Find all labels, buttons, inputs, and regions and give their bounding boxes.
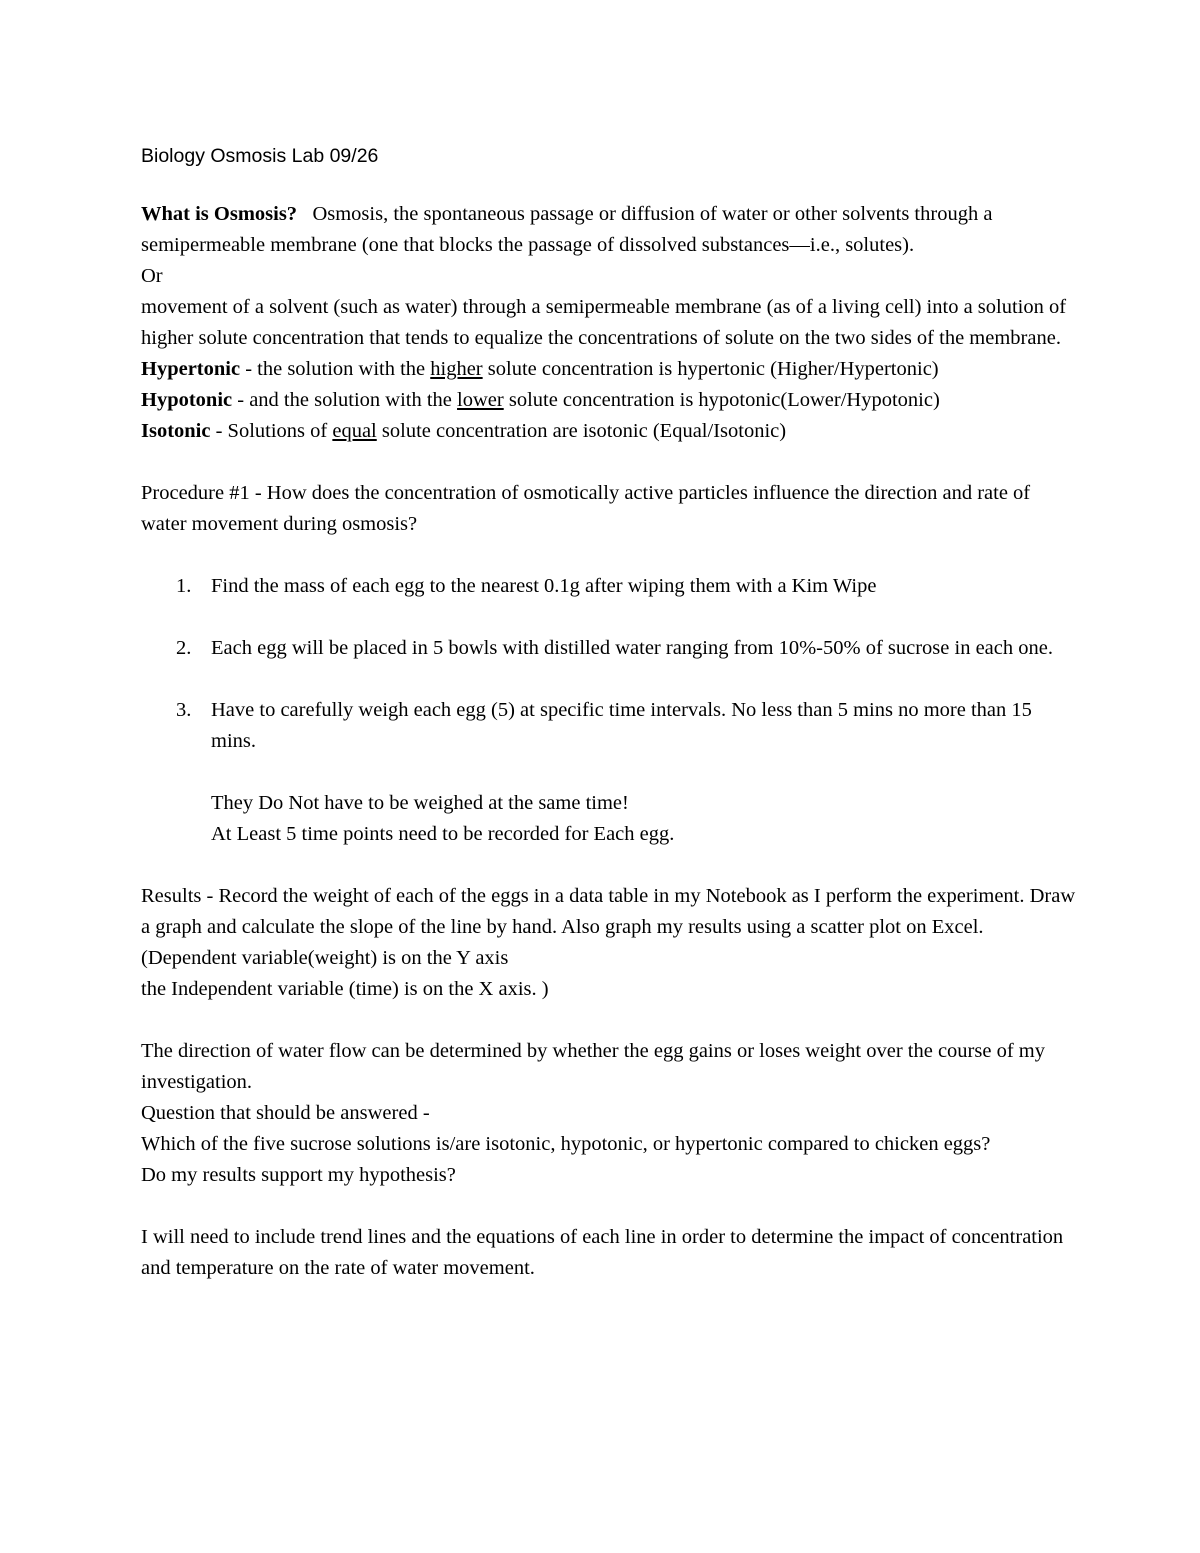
or-text: Or [141,265,163,287]
question-text: Do my results support my hypothesis? [141,1164,456,1186]
osmosis-definition-text: Osmosis, the spontaneous passage or diffusion of water or other solvents through a semipermeable membrane (one that blocks the passage of dissolved substances—i.e., solutes). [141,203,993,256]
document-title: Biology Osmosis Lab 09/26 [141,145,379,167]
water-direction-text: The direction of water flow can be determined by whether the egg gains or loses weight over the course of my investigation. [141,1040,1045,1093]
hypertonic-text-post: solute concentration is hypertonic (Higher/Hypertonic) [482,358,939,380]
hypertonic-keyword: higher [430,358,483,380]
spacer [141,850,1076,881]
results-text: Results - Record the weight of each of the eggs in a data table in my Notebook as I perform the experiment. Draw a graph and calculate the slope of the line by hand. Also graph my results using a scatter plot on Excel. (Dependent variable(weight) is on the Y axis [141,885,1076,969]
hypotonic-term: Hypotonic [141,389,233,411]
step-text: Find the mass of each egg to the nearest 0.1g after wiping them with a Kim Wipe [211,575,877,597]
osmosis-definition [141,199,1076,261]
hypotonic-text-post: solute concentration is hypotonic(Lower/Hypotonic) [503,389,940,411]
procedure-step [141,695,1076,757]
closing-text: I will need to include trend lines and the equations of each line in order to determine the impact of concentration and temperature on the rate of water movement. [141,1226,1064,1279]
isotonic-term: Isotonic [141,420,211,442]
osmosis-definition-alt: movement of a solvent (such as water) through a semipermeable membrane (as of a living cell) into a solution of higher solute concentration that tends to equalize the concentrations of solute on the two sides of the membrane. [141,296,1067,349]
isotonic-definition [141,416,1076,447]
question-text: Which of the five sucrose solutions is/are isotonic, hypotonic, or hypertonic compared to chicken eggs? [141,1133,991,1155]
question-intro: Question that should be answered - [141,1102,430,1124]
step-text: Have to carefully weigh each egg (5) at specific time intervals. No less than 5 mins no more than 15 mins. [211,699,1032,752]
spacer [141,540,1076,571]
spacer [141,447,1076,478]
spacer [141,1005,1076,1036]
procedure-steps [141,571,1076,757]
procedure-note: At Least 5 time points need to be recorded for Each egg. [211,823,675,845]
procedure-step [141,633,1076,664]
hypotonic-keyword: lower [457,389,504,411]
step-number: 1. [176,575,192,597]
hypertonic-definition [141,354,1076,385]
hypotonic-definition [141,385,1076,416]
procedure-step [141,571,1076,602]
spacer [141,602,1076,633]
hypotonic-text-pre: - and the solution with the [232,389,458,411]
results-text-axis: the Independent variable (time) is on the X axis. ) [141,978,549,1000]
step-number: 2. [176,637,192,659]
isotonic-keyword: equal [332,420,377,442]
document-page [141,135,1076,1284]
osmosis-question-label: What is Osmosis? [141,203,298,225]
spacer [141,664,1076,695]
isotonic-text-post: solute concentration are isotonic (Equal/Isotonic) [376,420,787,442]
spacer [141,757,1076,788]
procedure-note: They Do Not have to be weighed at the same time! [211,792,629,814]
spacer [141,1191,1076,1222]
isotonic-text-pre: - Solutions of [210,420,333,442]
step-number: 3. [176,699,192,721]
step-text: Each egg will be placed in 5 bowls with distilled water ranging from 10%-50% of sucrose in each one. [211,637,1053,659]
spacer [141,177,1076,199]
hypertonic-term: Hypertonic [141,358,241,380]
hypertonic-text-pre: - the solution with the [240,358,431,380]
procedure-heading: Procedure #1 - How does the concentration of osmotically active particles influence the direction and rate of water movement during osmosis? [141,482,1031,535]
